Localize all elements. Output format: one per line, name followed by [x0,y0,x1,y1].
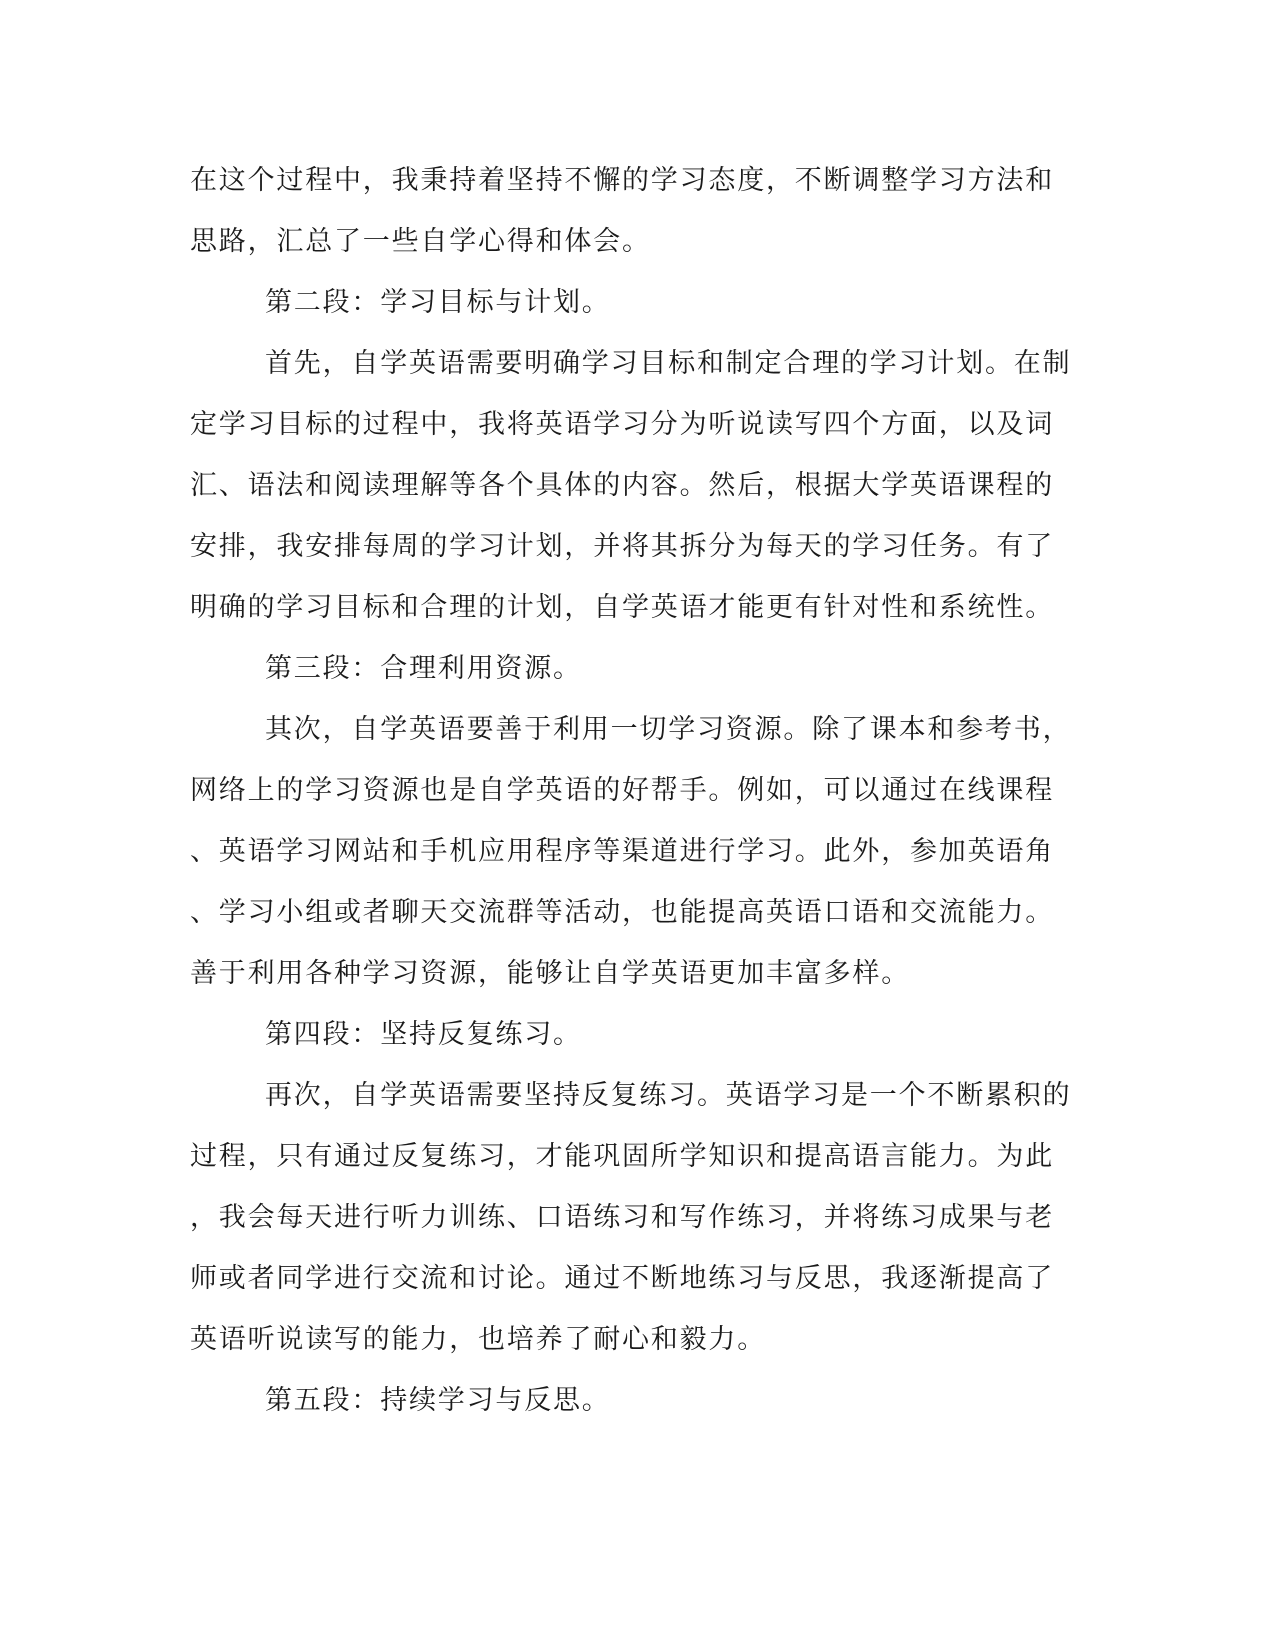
document-body [190,166,1070,1447]
section-heading: 第五段：持续学习与反思。 [265,1385,611,1416]
paragraph-line: 首先，自学英语需要明确学习目标和制定合理的学习计划。在制 [265,348,1072,379]
paragraph-line: ，我会每天进行听力训练、口语练习和写作练习，并将练习成果与老 [190,1202,1054,1233]
section-heading: 第二段：学习目标与计划。 [265,287,611,318]
paragraph-line: 师或者同学进行交流和讨论。通过不断地练习与反思，我逐渐提高了 [190,1263,1054,1294]
paragraph-line: 英语听说读写的能力，也培养了耐心和毅力。 [190,1324,766,1355]
paragraph-line: 、英语学习网站和手机应用程序等渠道进行学习。此外，参加英语角 [190,836,1054,867]
paragraph-line: 再次，自学英语需要坚持反复练习。英语学习是一个不断累积的 [265,1080,1072,1111]
paragraph-line: 定学习目标的过程中，我将英语学习分为听说读写四个方面，以及词 [190,409,1054,440]
paragraph-line: 汇、语法和阅读理解等各个具体的内容。然后，根据大学英语课程的 [190,470,1054,501]
paragraph-line: 思路，汇总了一些自学心得和体会。 [190,226,651,257]
section-heading: 第四段：坚持反复练习。 [265,1019,582,1050]
paragraph-line: 网络上的学习资源也是自学英语的好帮手。例如，可以通过在线课程 [190,775,1054,806]
paragraph-line: 过程，只有通过反复练习，才能巩固所学知识和提高语言能力。为此 [190,1141,1054,1172]
paragraph-line: 、学习小组或者聊天交流群等活动，也能提高英语口语和交流能力。 [190,897,1054,928]
paragraph-line: 安排，我安排每周的学习计划，并将其拆分为每天的学习任务。有了 [190,531,1054,562]
paragraph-line: 善于利用各种学习资源，能够让自学英语更加丰富多样。 [190,958,910,989]
paragraph-line: 在这个过程中，我秉持着坚持不懈的学习态度，不断调整学习方法和 [190,165,1054,196]
paragraph-line: 明确的学习目标和合理的计划，自学英语才能更有针对性和系统性。 [190,592,1054,623]
paragraph-line: 其次，自学英语要善于利用一切学习资源。除了课本和参考书， [265,714,1072,745]
section-heading: 第三段：合理利用资源。 [265,653,582,684]
